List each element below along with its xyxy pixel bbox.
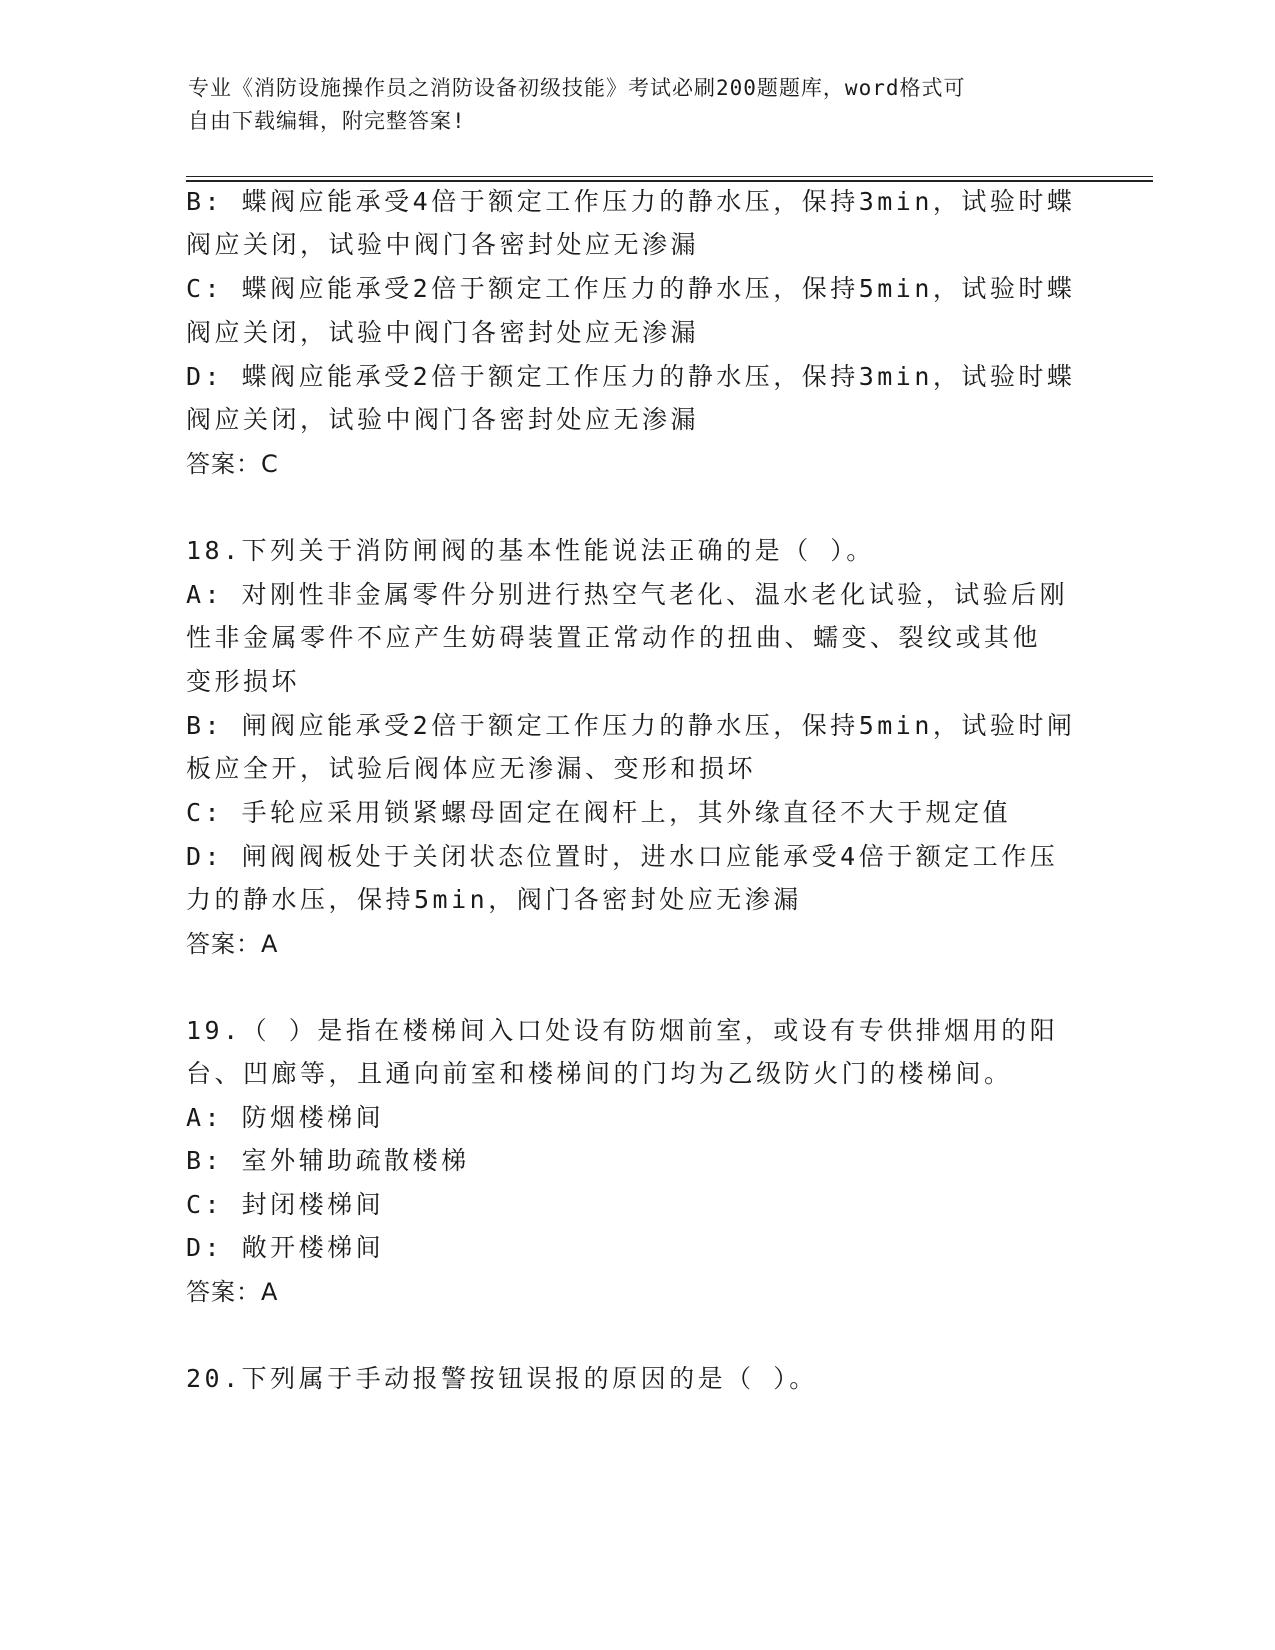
q17-option-d-line-2: 阀应关闭，试验中阀门各密封处应无渗漏 xyxy=(186,405,700,434)
q17-option-c-line-2: 阀应关闭，试验中阀门各密封处应无渗漏 xyxy=(186,318,700,347)
q18-option-a-line-2: 性非金属零件不应产生妨碍装置正常动作的扭曲、蠕变、裂纹或其他 xyxy=(186,623,1042,652)
q17-option-c-line-1: C: 蝶阀应能承受2倍于额定工作压力的静水压，保持5min，试验时蝶 xyxy=(186,274,1076,303)
q19-stem-line-1: 19.（ ）是指在楼梯间入口处设有防烟前室，或设有专供排烟用的阳 xyxy=(186,1016,1059,1045)
q18-option-a-line-3: 变形损坏 xyxy=(186,667,301,696)
q18-option-d-line-2: 力的静水压，保持5min，阀门各密封处应无渗漏 xyxy=(186,885,802,914)
header-divider-thick xyxy=(186,180,1153,182)
document-header xyxy=(188,72,1068,138)
q19-option-c: C: 封闭楼梯间 xyxy=(186,1190,385,1219)
q19-option-a: A: 防烟楼梯间 xyxy=(186,1103,385,1132)
header-line-2: 自由下载编辑，附完整答案! xyxy=(188,109,466,133)
q17-answer: 答案：C xyxy=(186,450,279,478)
q19-stem-line-2: 台、凹廊等，且通向前室和楼梯间的门均为乙级防火门的楼梯间。 xyxy=(186,1059,1013,1088)
q19-option-d: D: 敞开楼梯间 xyxy=(186,1233,385,1262)
header-line-1: 专业《消防设施操作员之消防设备初级技能》考试必刷200题题库，word格式可 xyxy=(188,76,966,100)
q18-option-b-line-2: 板应全开，试验后阀体应无渗漏、变形和损坏 xyxy=(186,754,757,783)
q18-option-a-line-1: A: 对刚性非金属零件分别进行热空气老化、温水老化试验，试验后刚 xyxy=(186,580,1069,609)
q18-answer: 答案：A xyxy=(186,930,279,958)
q17-option-b-line-2: 阀应关闭，试验中阀门各密封处应无渗漏 xyxy=(186,230,700,259)
q18-option-c-line-1: C: 手轮应采用锁紧螺母固定在阀杆上，其外缘直径不大于规定值 xyxy=(186,798,1012,827)
q18-stem: 18.下列关于消防闸阀的基本性能说法正确的是（ ）。 xyxy=(186,536,875,565)
q20-stem: 20.下列属于手动报警按钮误报的原因的是（ ）。 xyxy=(186,1364,818,1393)
q18-option-d-line-1: D: 闸阀阀板处于关闭状态位置时，进水口应能承受4倍于额定工作压 xyxy=(186,842,1059,871)
q17-option-b-line-1: B: 蝶阀应能承受4倍于额定工作压力的静水压，保持3min，试验时蝶 xyxy=(186,187,1076,216)
header-divider-thin xyxy=(186,176,1153,177)
q17-option-d-line-1: D: 蝶阀应能承受2倍于额定工作压力的静水压，保持3min，试验时蝶 xyxy=(186,362,1076,391)
q19-answer: 答案：A xyxy=(186,1278,279,1306)
q19-option-b: B: 室外辅助疏散楼梯 xyxy=(186,1146,470,1175)
q18-option-b-line-1: B: 闸阀应能承受2倍于额定工作压力的静水压，保持5min，试验时闸 xyxy=(186,711,1076,740)
